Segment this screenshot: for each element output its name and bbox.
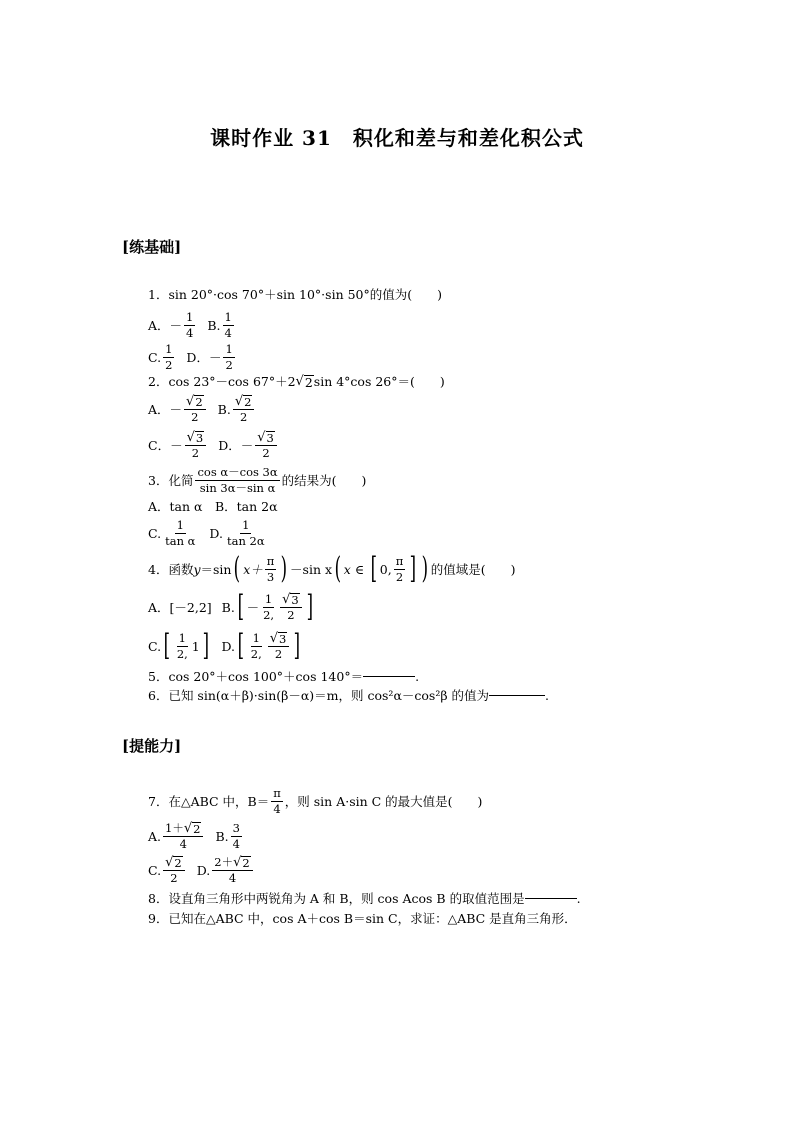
option-d-label: D. — [196, 862, 211, 878]
section-advanced-heading: [提能力] — [122, 737, 182, 755]
sqrt-symbol: √ 2 — [295, 373, 313, 390]
question-3-options-cd — [148, 515, 269, 551]
option-d-fraction: √ 3 2 — [255, 430, 277, 461]
question-3-stem: 3．化简 $\frac{\text{cos α－cos 3α}}{\text{sin 3α－sin α}}$ 的结果为( ) — [148, 464, 367, 495]
option-c-fraction: √ 2 2 — [163, 855, 185, 886]
option-b-fraction: √ 2 2 — [233, 394, 255, 425]
option-d-label: D．－ — [186, 350, 222, 365]
option-d-label: D. — [221, 638, 236, 654]
question-2-options-cd — [148, 427, 279, 463]
answer-blank[interactable] — [525, 898, 577, 899]
question-8: 8．设直角三角形中两锐角为 A 和 B，则 cos Acos B 的取值范围是 . — [148, 890, 581, 906]
question-1-options-ab — [148, 307, 236, 343]
option-d-label: D. — [209, 525, 223, 541]
option-c-label: C. — [148, 349, 162, 365]
question-4-stem: 4．函数 y ＝sin ( x＋ $\frac{\pi}{3}$ ) －sin x ( x ∈ [ 0, $\frac{\pi}{2}$ ] ) 的值域是( ) — [148, 551, 516, 586]
option-d-fraction: 2＋ √ 2 4 — [212, 855, 252, 886]
question-3-fraction: $\frac{\text{cos α－cos 3α}}{\text{sin 3α－sin α}}$ — [197, 464, 278, 495]
question-1-stem: 1．sin 20°·cos 70°＋sin 10°·sin 50°的值为( ) — [148, 287, 443, 302]
question-3-options-ab: A．tan α B．tan 2α — [148, 499, 278, 514]
question-4-options-ab: A．[－2,2] B. [ － $\frac{1}{2,}$ √ 3 2 ] — [148, 589, 313, 624]
page-title: 课时作业 31 积化和差与和差化积公式 — [210, 126, 584, 150]
question-4-options-cd: C. [ $\frac{1}{2,}$ 1 ] D. [ $\frac{1}{2,}$ √ 3 2 ] — [148, 628, 301, 663]
option-c-label: C．－ — [148, 438, 183, 453]
option-c-label: C. — [148, 862, 162, 878]
option-d-label: D．－ — [218, 438, 254, 453]
option-a-label: A．[－2,2] — [148, 600, 212, 615]
option-a-label: A．－ — [148, 318, 183, 333]
answer-blank[interactable] — [489, 695, 545, 696]
question-9: 9．已知在△ABC 中，cos A＋cos B＝sin C，求证：△ABC 是直角三角形． — [148, 911, 577, 926]
question-7-options-ab — [148, 818, 244, 854]
question-2-options-ab — [148, 391, 256, 427]
option-c-fraction: √ 3 2 — [185, 430, 207, 461]
option-c-fraction: $\frac{1}{2}$ — [165, 341, 173, 372]
option-a-label: A．－ — [148, 402, 183, 417]
option-c-fraction: $\frac{1}{\text{tan α}}$ — [165, 517, 196, 548]
option-a-fraction: $\frac{1}{4}$ — [186, 309, 194, 340]
answer-blank[interactable] — [363, 676, 415, 677]
question-7-stem: 7．在△ABC 中，B＝ $\frac{\pi}{4}$ ，则 sin A·sin C 的最大值是( ) — [148, 785, 483, 816]
option-d-fraction: $\frac{1}{2}$ — [225, 341, 233, 372]
option-d-fraction: $\frac{1}{\tan 2\alpha}$ — [226, 517, 265, 548]
question-7-options-cd — [148, 852, 255, 888]
question-2-stem: 2．cos 23°－cos 67°＋2 √ 2 sin 4°cos 26°＝( ) — [148, 373, 445, 390]
option-c-label: C. — [148, 638, 162, 654]
option-b-fraction: $\frac{1}{4}$ — [224, 309, 232, 340]
option-b-label: B. — [217, 401, 231, 417]
section-basic-heading: [练基础] — [122, 238, 182, 256]
question-1-options-cd — [148, 339, 237, 375]
option-a-fraction: 1＋ √ 2 4 — [163, 821, 203, 852]
option-a-fraction: √ 2 2 — [184, 394, 206, 425]
question-6: 6．已知 sin(α＋β)·sin(β－α)＝m，则 cos²α－cos²β 的值为 . — [148, 687, 550, 703]
option-b-label: B. — [221, 599, 235, 615]
option-b-label: B. — [215, 828, 229, 844]
option-a-label: A. — [148, 828, 162, 844]
option-c-label: C. — [148, 525, 162, 541]
question-5: 5．cos 20°＋cos 100°＋cos 140°＝ . — [148, 668, 420, 684]
option-b-fraction: $\frac{3}{4}$ — [232, 820, 240, 851]
option-b-label: B. — [207, 317, 221, 333]
